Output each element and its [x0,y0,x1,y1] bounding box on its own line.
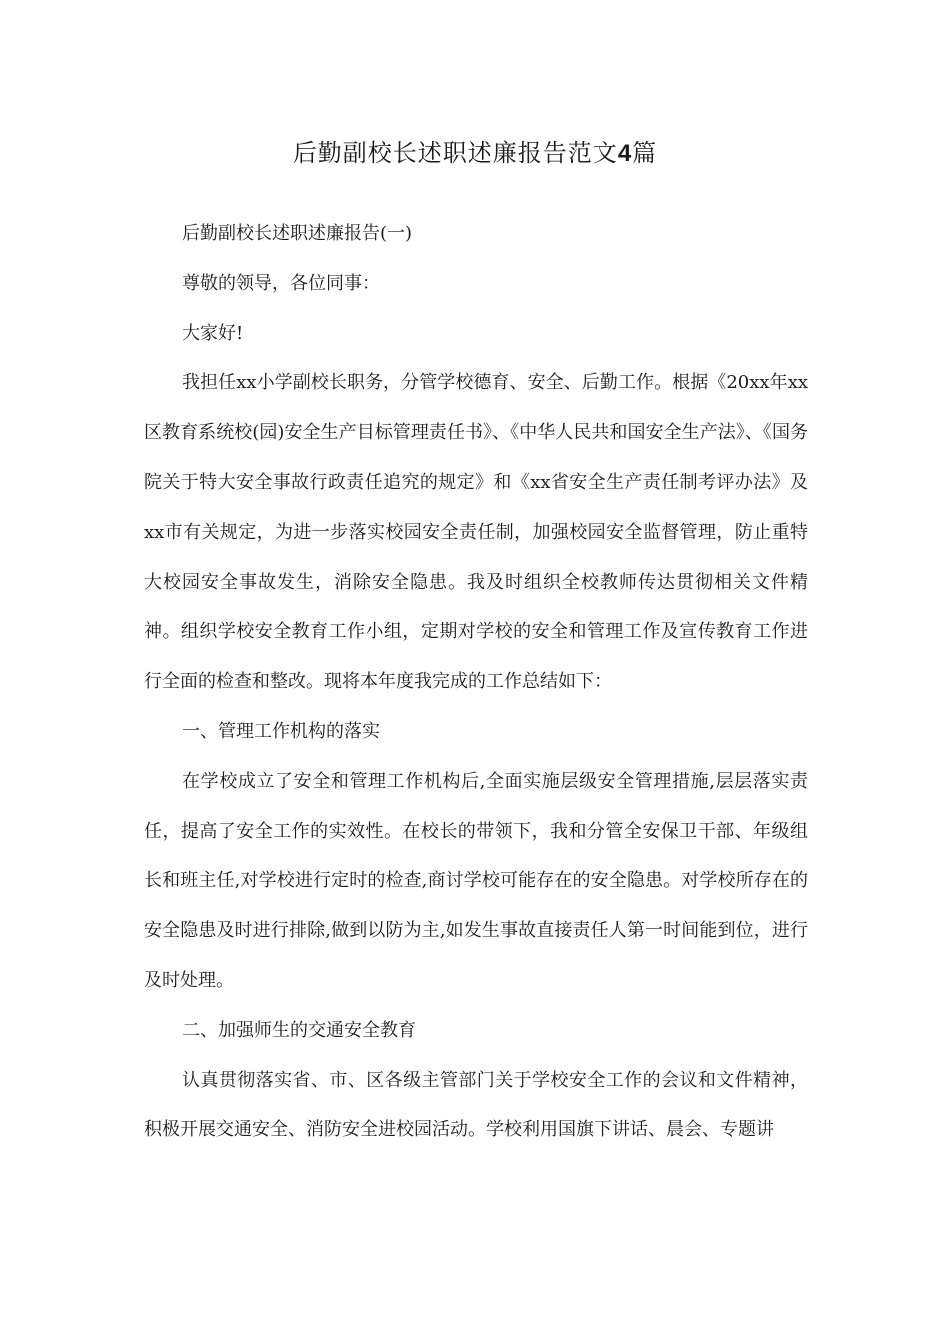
title-suffix: 篇 [632,139,658,167]
document-body [144,209,808,1155]
section-heading-1: 一、管理工作机构的落实 [182,720,380,742]
section-heading-2: 二、加强师生的交通安全教育 [182,1019,416,1041]
document-title [0,133,950,174]
section-2-paragraph: 认真贯彻落实省、市、区各级主管部门关于学校安全工作的会议和文件精神，积极开展交通安全、消防安全进校园活动。学校利用国旗下讲话、晨会、专题讲 [144,1069,808,1141]
section-1-paragraph: 在学校成立了安全和管理工作机构后,全面实施层级安全管理措施,层层落实责任，提高了安全工作的实效性。在校长的带领下，我和分管全安保卫干部、年级组长和班主任,对学校进行定时的检查,商讨学校可能存在的安全隐患。对学校所存在的安全隐患及时进行排除,做到以防为主,如发生事故直接责任人第一时间能到位，进行及时处理。 [144,770,808,991]
title-number: 4 [617,140,633,167]
greeting: 大家好! [182,322,244,344]
title-main: 后勤副校长述职述廉报告范文 [292,139,618,167]
section-heading-report-1: 后勤副校长述职述廉报告(一) [182,223,413,244]
intro-paragraph: 我担任xx小学副校长职务，分管学校德育、安全、后勤工作。根据《20xx年xx区教育系统校(园)安全生产目标管理责任书》、《中华人民共和国安全生产法》、《国务院关于特大安全事故行政责任追究的规定》和《xx省安全生产责任制考评办法》及xx市有关规定，为进一步落实校园安全责任制，加强校园安全监督管理，防止重特大校园安全事故发生，消除安全隐患。我及时组织全校教师传达贯彻相关文件精神。组织学校安全教育工作小组，定期对学校的安全和管理工作及宣传教育工作进行全面的检查和整改。现将本年度我完成的工作总结如下： [144,372,808,693]
salutation: 尊敬的领导，各位同事： [182,272,380,294]
